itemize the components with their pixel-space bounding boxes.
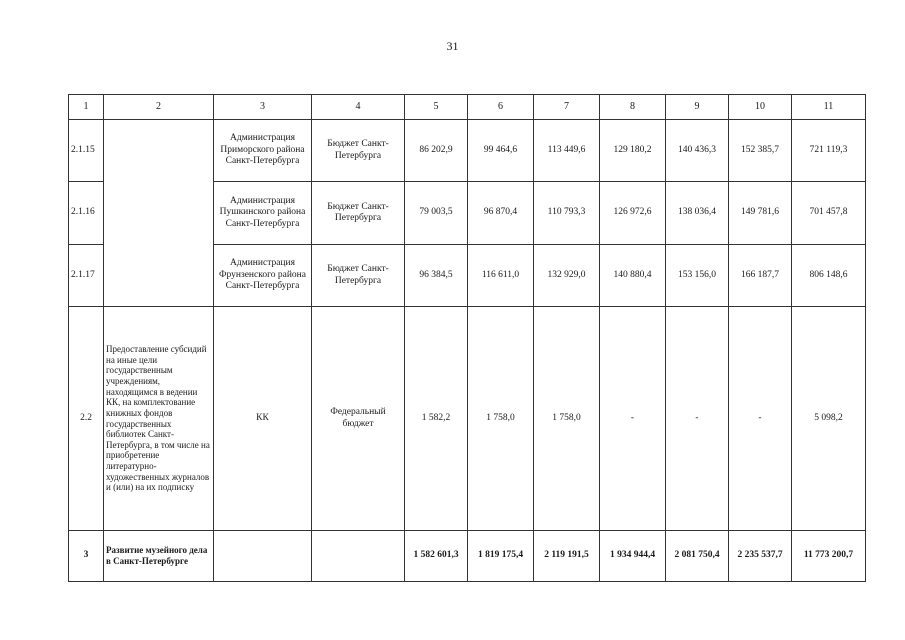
row-description-merged [104, 120, 214, 307]
row-value: 132 929,0 [534, 245, 600, 307]
column-header: 3 [214, 95, 312, 120]
table-row [69, 531, 866, 582]
row-value: 166 187,7 [729, 245, 792, 307]
page-number: 31 [446, 39, 459, 53]
row-value: 1 819 175,4 [468, 531, 534, 582]
row-value: 1 758,0 [468, 307, 534, 531]
column-header: 7 [534, 95, 600, 120]
row-value: 2 119 191,5 [534, 531, 600, 582]
row-value: 2 235 537,7 [729, 531, 792, 582]
row-funding-source: Бюджет Санкт-Петербурга [312, 182, 405, 245]
row-code: 3 [69, 531, 104, 582]
column-header: 6 [468, 95, 534, 120]
row-code: 2.1.15 [69, 120, 104, 182]
row-funding-source: Бюджет Санкт-Петербурга [312, 245, 405, 307]
row-value: 1 934 944,4 [600, 531, 666, 582]
row-code: 2.1.17 [69, 245, 104, 307]
row-funding-source [312, 531, 405, 582]
column-header: 1 [69, 95, 104, 120]
column-header: 5 [405, 95, 468, 120]
row-code: 2.1.16 [69, 182, 104, 245]
row-value: 79 003,5 [405, 182, 468, 245]
row-executor [214, 531, 312, 582]
row-total: 701 457,8 [792, 182, 866, 245]
row-value: 86 202,9 [405, 120, 468, 182]
budget-table [68, 94, 866, 582]
row-value: 116 611,0 [468, 245, 534, 307]
column-header: 4 [312, 95, 405, 120]
row-value: 2 081 750,4 [666, 531, 729, 582]
row-executor: КК [214, 307, 312, 531]
row-value: 113 449,6 [534, 120, 600, 182]
row-value: 96 870,4 [468, 182, 534, 245]
row-description: Развитие музейного дела в Санкт-Петербурге [104, 531, 214, 582]
table-row [69, 120, 866, 182]
row-funding-source: Бюджет Санкт-Петербурга [312, 120, 405, 182]
row-total: 11 773 200,7 [792, 531, 866, 582]
row-executor: Администрация Фрунзенского района Санкт-Петербурга [214, 245, 312, 307]
row-value: 110 793,3 [534, 182, 600, 245]
row-description: Предоставление субсидий на иные цели государственным учреждениям, находящимся в ведении КК, на комплектование книжных фондов государственных библиотек Санкт-Петербурга, в том числе на приобретение литературно-художественных журналов и (или) на их подписку [104, 307, 214, 531]
row-value: 153 156,0 [666, 245, 729, 307]
row-value: 96 384,5 [405, 245, 468, 307]
row-value: 140 436,3 [666, 120, 729, 182]
row-executor: Администрация Приморского района Санкт-Петербурга [214, 120, 312, 182]
row-total: 721 119,3 [792, 120, 866, 182]
row-value: - [729, 307, 792, 531]
row-executor: Администрация Пушкинского района Санкт-Петербурга [214, 182, 312, 245]
row-value: 129 180,2 [600, 120, 666, 182]
row-code: 2.2 [69, 307, 104, 531]
column-header: 9 [666, 95, 729, 120]
row-value: 99 464,6 [468, 120, 534, 182]
row-value: 140 880,4 [600, 245, 666, 307]
row-value: - [666, 307, 729, 531]
row-value: 152 385,7 [729, 120, 792, 182]
row-value: 1 758,0 [534, 307, 600, 531]
row-value: 1 582 601,3 [405, 531, 468, 582]
column-header: 10 [729, 95, 792, 120]
table-row [69, 307, 866, 531]
column-header: 8 [600, 95, 666, 120]
row-value: - [600, 307, 666, 531]
row-value: 149 781,6 [729, 182, 792, 245]
column-header: 2 [104, 95, 214, 120]
row-total: 5 098,2 [792, 307, 866, 531]
row-value: 138 036,4 [666, 182, 729, 245]
row-value: 126 972,6 [600, 182, 666, 245]
row-funding-source: Федеральный бюджет [312, 307, 405, 531]
row-total: 806 148,6 [792, 245, 866, 307]
table-header-row [69, 95, 866, 120]
column-header: 11 [792, 95, 866, 120]
row-value: 1 582,2 [405, 307, 468, 531]
